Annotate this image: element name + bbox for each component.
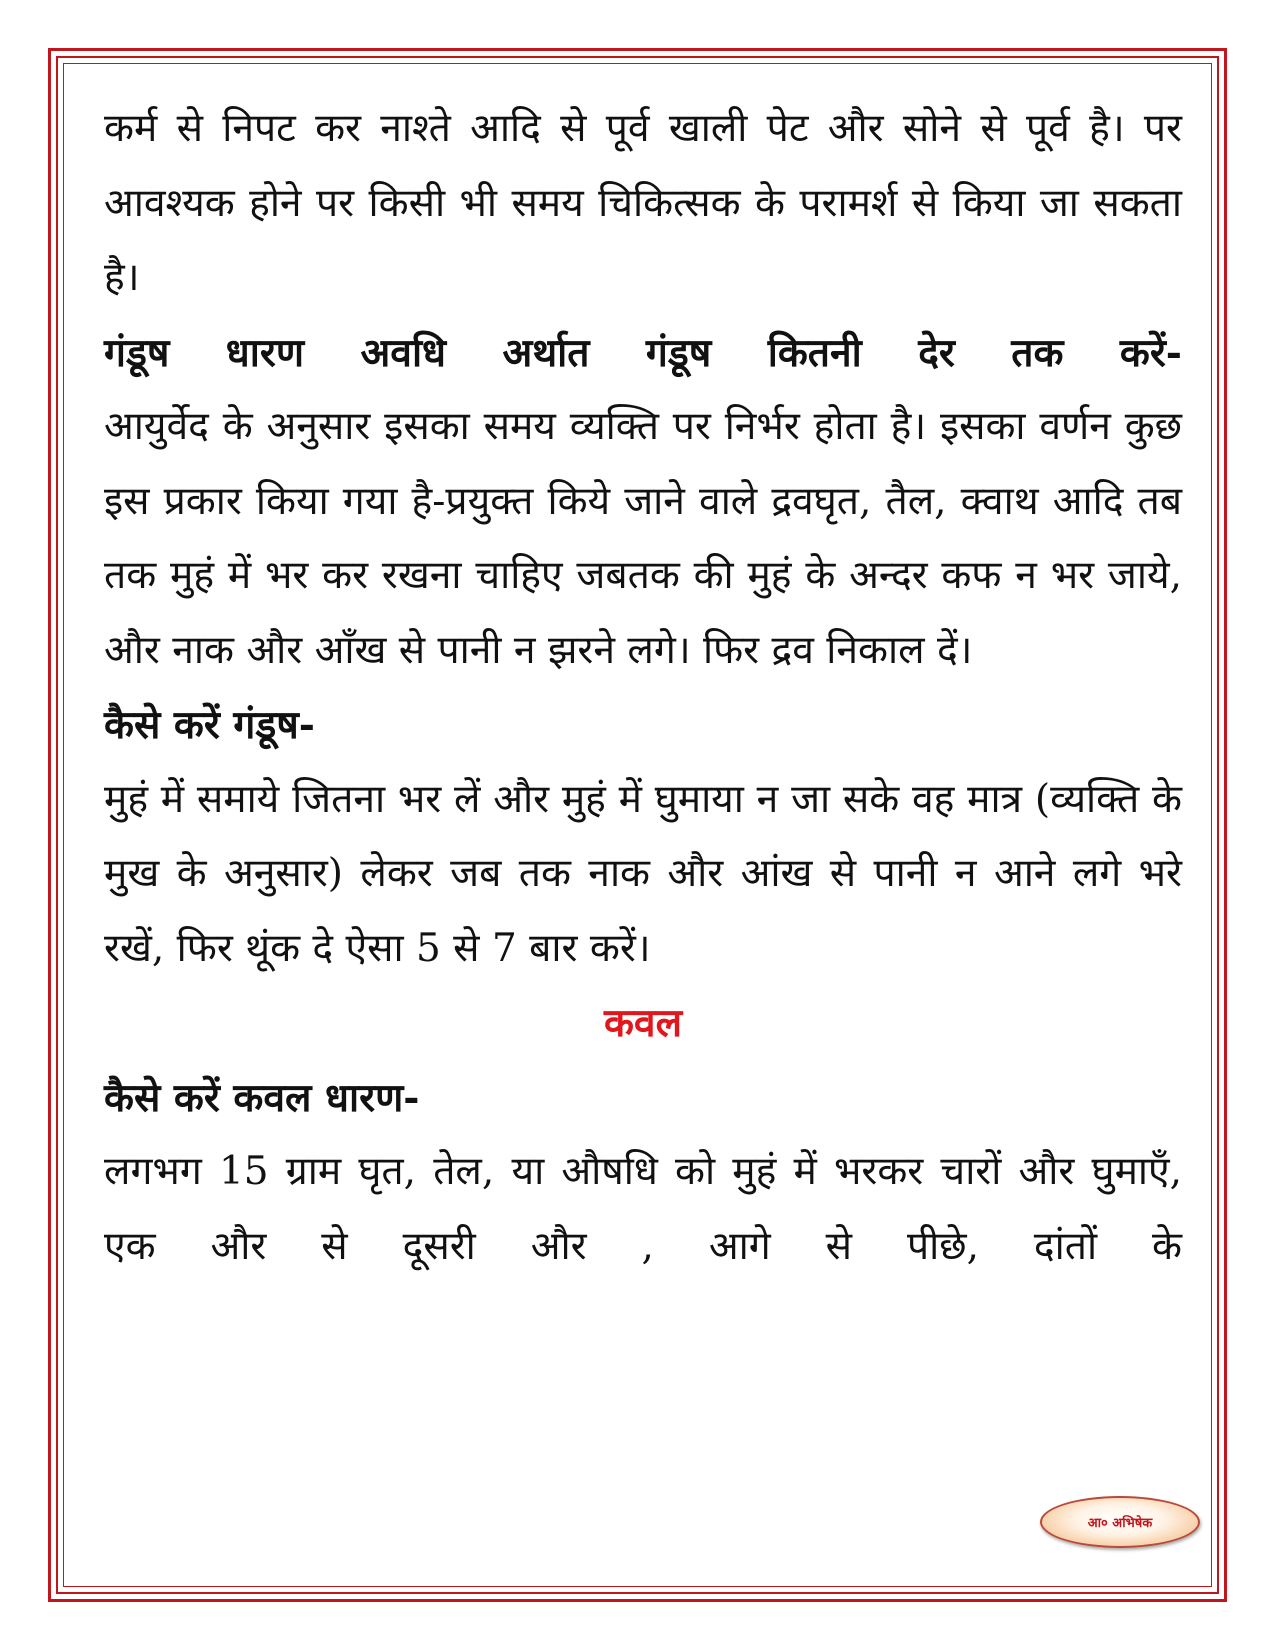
heading-gandush-duration: गंडूष धारण अवधि अर्थात गंडूष कितनी देर तक करें- (104, 329, 1182, 376)
paragraph-how-gandush: मुहं में समाये जितना भर लें और मुहं में घुमाया न जा सके वह मात्र (व्यक्ति के मुख के अनुसार) लेकर जब तक नाक और आंख से पानी न आने लगे भरे रखें, फिर थूंक दे ऐसा 5 से 7 बार करें। (104, 776, 1182, 971)
section-title-kaval: कवल (603, 1000, 683, 1046)
heading-how-gandush: कैसे करें गंडूष- (104, 702, 315, 748)
paragraph-duration: आयुर्वेद के अनुसार इसका समय व्यक्ति पर निर्भर होता है। इसका वर्णन कुछ इस प्रकार किया गया है-प्रयुक्त किये जाने वाले द्रवघृत, तैल, क्वाथ आदि तब तक मुहं में भर कर रखना चाहिए जबतक की मुहं के अन्दर कफ न भर जाये, और नाक और आँख से पानी न झरने लगे। फिर द्रव निकाल दें। (104, 404, 1182, 673)
author-badge (1040, 1496, 1200, 1548)
paragraph-how-kaval: लगभग 15 ग्राम घृत, तेल, या औषधि को मुहं में भरकर चारों और घुमाएँ, एक और से दूसरी और , आगे से पीछे, दांतों के (104, 1149, 1182, 1269)
heading-how-kaval: कैसे करें कवल धारण- (104, 1074, 420, 1121)
paragraph-timing: कर्म से निपट कर नाश्ते आदि से पूर्व खाली पेट और सोने से पूर्व है। पर आवश्यक होने पर किसी भी समय चिकित्सक के परामर्श से किया जा सकता है। (104, 106, 1182, 300)
page-content (104, 92, 1182, 1284)
author-badge-label: आ० अभिषेक (1087, 1516, 1153, 1531)
